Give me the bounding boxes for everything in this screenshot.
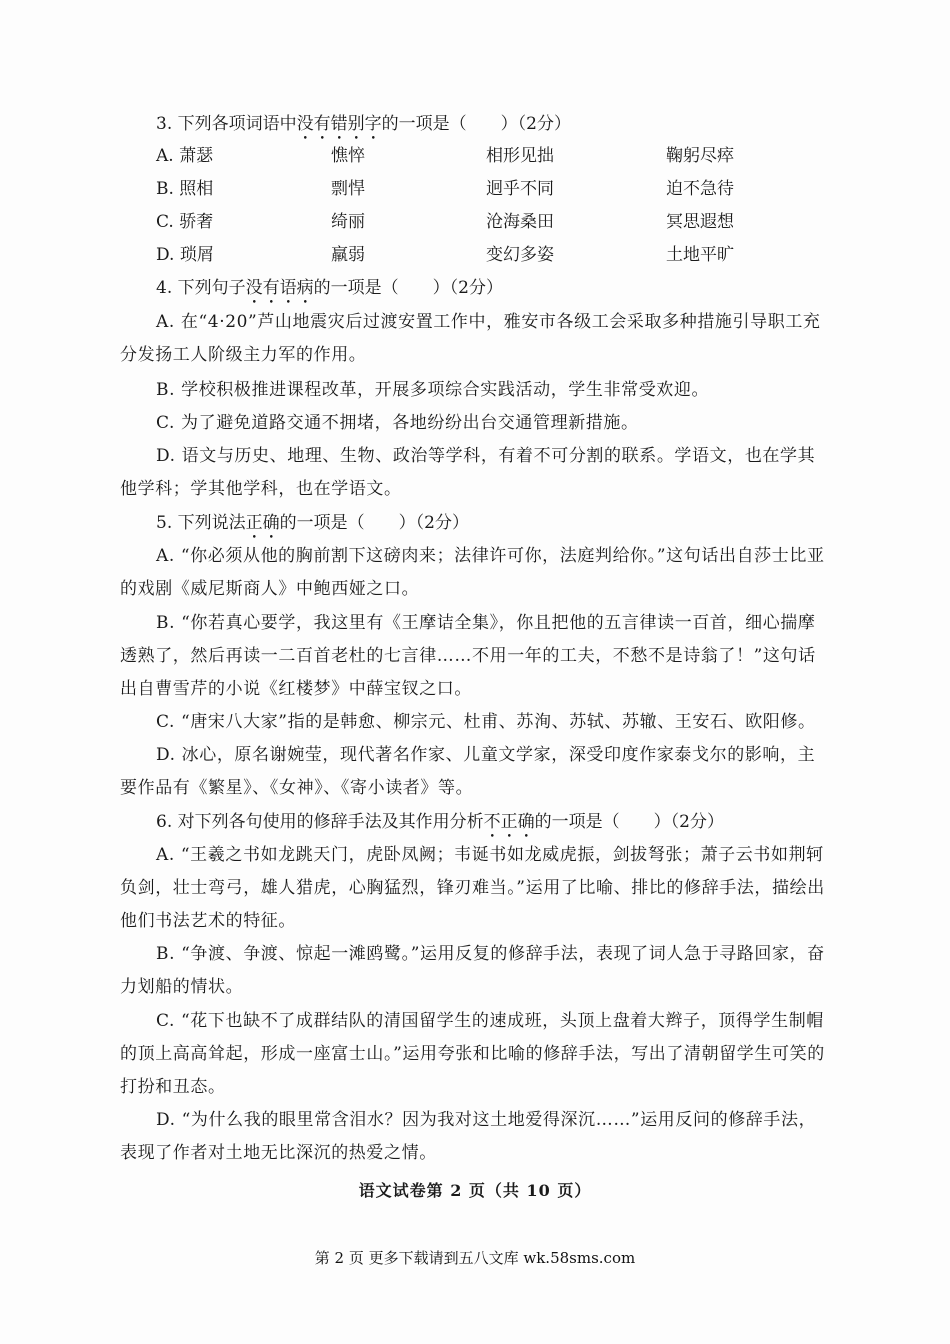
- question-6-option-d: D. “为什么我的眼里常含泪水？因为我对这土地爱得深沉……”运用反问的修辞手法，表现了作者对土地无比深沉的热爱之情。: [120, 1110, 817, 1163]
- question-4-stem: 4. 下列句子没有语病的一项是（ ）（2分）: [156, 278, 503, 298]
- page-footer: 语文试卷第 2 页（共 10 页）: [358, 1181, 592, 1200]
- question-4-option-d: D. 语文与历史、地理、生物、政治等学科，有着不可分割的联系。学语文，也在学其他学科；学其他学科，也在学语文。: [120, 446, 816, 499]
- question-4-option-c: C. 为了避免道路交通不拥堵，各地纷纷出台交通管理新措施。: [156, 413, 639, 433]
- question-5-option-b: B. “你若真心要学，我这里有《王摩诘全集》，你且把他的五言律读一百首，细心揣摩透熟了，然后再读一二百首老杜的七言律……不用一年的工夫，不愁不是诗翁了！”这句话出自曹雪芹的小说《红楼梦》中薛宝钗之口。: [120, 613, 816, 699]
- question-3-option-a: A. 萧瑟 憔悴 相形见拙 鞠躬尽瘁: [156, 146, 734, 166]
- question-6-stem: 6. 对下列各句使用的修辞手法及其作用分析不正确的一项是（ ）（2分）: [156, 812, 724, 832]
- question-5-option-a: A. “你必须从他的胸前割下这磅肉来；法律许可你，法庭判给你。”这句话出自莎士比亚的戏剧《威尼斯商人》中鲍西娅之口。: [120, 546, 825, 599]
- question-4-option-b: B. 学校积极推进课程改革，开展多项综合实践活动，学生非常受欢迎。: [156, 380, 710, 400]
- question-5-option-c: C. “唐宋八大家”指的是韩愈、柳宗元、杜甫、苏洵、苏轼、苏辙、王安石、欧阳修。: [156, 712, 816, 732]
- question-5-stem: 5. 下列说法正确的一项是（ ）（2分）: [156, 513, 469, 533]
- question-4-option-a: A. 在“4·20”芦山地震灾后过渡安置工作中，雅安市各级工会采取多种措施引导职工充分发扬工人阶级主力军的作用。: [120, 312, 821, 365]
- question-6-option-c: C. “花下也缺不了成群结队的清国留学生的速成班，头顶上盘着大辫子，顶得学生制帽的顶上高高耸起，形成一座富士山。”运用夸张和比喻的修辞手法，写出了清朝留学生可笑的打扮和丑态。: [120, 1011, 825, 1097]
- question-3-option-b: B. 照相 剽悍 迥乎不同 迫不急待: [156, 179, 734, 199]
- site-watermark-line: 第 2 页 更多下载请到五八文库 wk.58sms.com: [314, 1249, 636, 1267]
- question-5-option-d: D. 冰心，原名谢婉莹，现代著名作家、儿童文学家，深受印度作家泰戈尔的影响，主要作品有《繁星》、《女神》、《寄小读者》等。: [120, 745, 816, 798]
- question-3-option-d: D. 琐屑 羸弱 变幻多姿 土地平旷: [156, 245, 734, 265]
- question-6-option-b: B. “争渡、争渡、惊起一滩鸥鹭。”运用反复的修辞手法，表现了词人急于寻路回家，奋力划船的情状。: [120, 944, 825, 997]
- scan-smudge: [640, 962, 780, 976]
- question-3-option-c: C. 骄奢 绮丽 沧海桑田 冥思遐想: [156, 212, 734, 232]
- question-3-stem: 3. 下列各项词语中没有错别字的一项是（ ）（2分）: [156, 114, 571, 134]
- question-6-option-a: A. “王羲之书如龙跳天门，虎卧凤阙；韦诞书如龙威虎振，剑拔弩张；萧子云书如荆轲负剑，壮士弯弓，雄人猎虎，心胸猛烈，锋刃难当。”运用了比喻、排比的修辞手法，描绘出他们书法艺术的特征。: [120, 845, 825, 931]
